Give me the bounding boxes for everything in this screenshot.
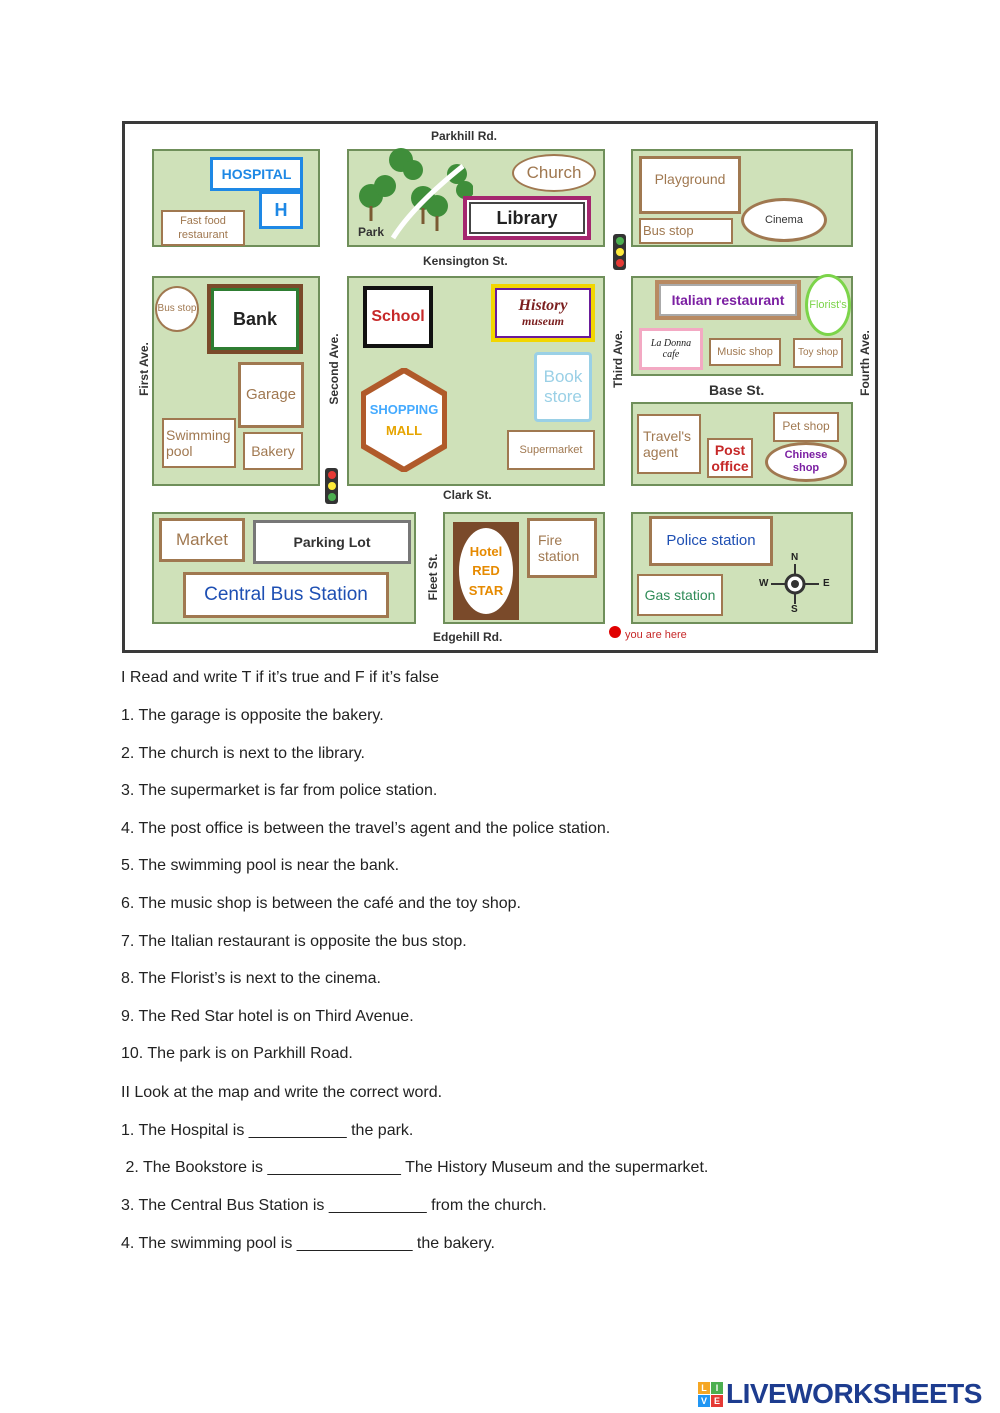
logo-text: LIVEWORKSHEETS: [726, 1378, 982, 1409]
hospital-h: H: [259, 191, 303, 229]
answer-blank-1[interactable]: ___________: [248, 1122, 347, 1139]
italian-restaurant: Italian restaurant: [655, 280, 801, 320]
playground: Playground: [639, 156, 741, 214]
market: Market: [159, 518, 245, 562]
statement-4: 4. The post office is between the travel’s agent and the police station.: [121, 820, 611, 837]
statement-5: 5. The swimming pool is near the bank.: [121, 857, 400, 874]
bakery: Bakery: [243, 432, 303, 470]
bank: Bank: [207, 284, 303, 354]
toy-shop: Toy shop: [793, 338, 843, 368]
answer-blank-4[interactable]: _____________: [296, 1235, 413, 1252]
statement-6: 6. The music shop is between the café and the toy shop.: [121, 895, 521, 912]
compass-icon: N S W E: [759, 552, 830, 615]
chinese-shop: Chinese shop: [765, 442, 847, 482]
hospital: HOSPITAL: [210, 157, 303, 191]
road-first-ave: First Ave.: [137, 342, 151, 396]
statement-9: 9. The Red Star hotel is on Third Avenue.: [121, 1008, 414, 1025]
bus-stop-left: Bus stop: [155, 286, 199, 332]
statement-10: 10. The park is on Parkhill Road.: [121, 1045, 353, 1062]
gas-station: Gas station: [637, 574, 723, 616]
you-are-here-marker: [609, 626, 621, 638]
shopping-mall: SHOPPING MALL: [361, 368, 447, 472]
central-bus-station: Central Bus Station: [183, 572, 389, 618]
road-second-ave: Second Ave.: [327, 333, 341, 405]
travel-agent: Travel's agent: [637, 414, 701, 474]
pet-shop: Pet shop: [773, 412, 839, 442]
road-third-ave: Third Ave.: [611, 330, 625, 388]
fast-food-restaurant: Fast food restaurant: [161, 210, 245, 246]
fill-item-3: 3. The Central Bus Station is ___________ from the church.: [121, 1197, 547, 1214]
florists: Florist's: [805, 274, 851, 336]
library: Library: [463, 196, 591, 240]
you-are-here-label: you are here: [625, 629, 687, 641]
school: School: [363, 286, 433, 348]
music-shop: Music shop: [709, 338, 781, 366]
road-edgehill: Edgehill Rd.: [433, 630, 503, 644]
parking-lot: Parking Lot: [253, 520, 411, 564]
history-museum: History museum: [491, 284, 595, 342]
section2-heading: II Look at the map and write the correct word.: [121, 1084, 443, 1101]
fill-item-2: 2. The Bookstore is _______________ The History Museum and the supermarket.: [121, 1159, 709, 1176]
road-clark: Clark St.: [443, 488, 492, 502]
fill-item-4: 4. The swimming pool is _____________ the bakery.: [121, 1235, 495, 1252]
garage: Garage: [238, 362, 304, 428]
bookstore: Book store: [534, 352, 592, 422]
answer-blank-3[interactable]: ___________: [328, 1197, 427, 1214]
road-kensington: Kensington St.: [423, 254, 508, 268]
swimming-pool: Swimming pool: [162, 418, 236, 468]
town-map: [122, 121, 878, 653]
answer-blank-2[interactable]: _______________: [267, 1159, 401, 1176]
logo-badge-icon: L I V E: [698, 1382, 723, 1407]
statement-3: 3. The supermarket is far from police station.: [121, 782, 438, 799]
road-fourth-ave: Fourth Ave.: [858, 330, 872, 396]
fire-station: Fire station: [527, 518, 597, 578]
road-base: Base St.: [709, 382, 765, 398]
liveworksheets-logo[interactable]: [698, 1378, 982, 1410]
hotel-red-star: Hotel RED STAR: [453, 522, 519, 620]
section1-heading: I Read and write T if it’s true and F if it’s false: [121, 669, 440, 686]
statement-8: 8. The Florist’s is next to the cinema.: [121, 970, 381, 987]
la-donna-cafe: La Donna cafe: [639, 328, 703, 370]
cinema: Cinema: [741, 198, 827, 242]
statement-7: 7. The Italian restaurant is opposite the bus stop.: [121, 933, 467, 950]
church: Church: [512, 154, 596, 192]
statement-1: 1. The garage is opposite the bakery.: [121, 707, 384, 724]
post-office: Post office: [707, 438, 753, 478]
fill-item-1: 1. The Hospital is ___________ the park.: [121, 1122, 414, 1139]
park: Park: [358, 225, 385, 239]
supermarket: Supermarket: [507, 430, 595, 470]
traffic-light-icon: [325, 468, 338, 504]
bus-stop-top: Bus stop: [639, 218, 733, 244]
police-station: Police station: [649, 516, 773, 566]
traffic-light-icon: [613, 234, 626, 270]
road-parkhill: Parkhill Rd.: [431, 129, 498, 143]
statement-2: 2. The church is next to the library.: [121, 745, 365, 762]
road-fleet: Fleet St.: [426, 553, 440, 601]
